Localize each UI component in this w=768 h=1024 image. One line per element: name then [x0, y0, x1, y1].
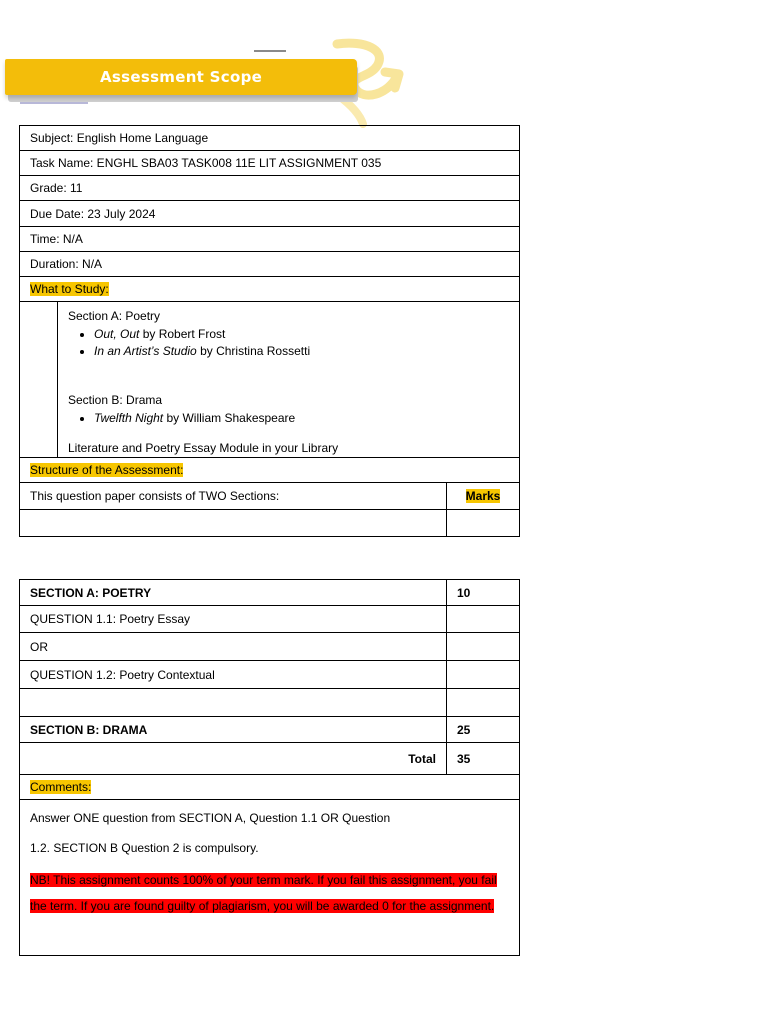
assessment-details-table: [19, 125, 520, 537]
table-row: [20, 176, 520, 201]
empty-cell: [447, 661, 520, 689]
table-row: [20, 277, 520, 302]
section-a-list: [68, 326, 509, 360]
marks-header-cell: [447, 483, 520, 510]
table-row: [20, 661, 520, 689]
total-label: Total: [20, 743, 447, 775]
page-title: Assessment Scope: [100, 68, 263, 86]
empty-cell: [447, 633, 520, 661]
plagiarism-notice: [30, 867, 509, 919]
play-author: by William Shakespeare: [163, 411, 296, 425]
table-row: [20, 302, 520, 458]
comments-body-cell: [20, 800, 520, 956]
decorative-underline: [20, 102, 88, 104]
table-row: [20, 201, 520, 227]
poem-author: by Robert Frost: [139, 327, 226, 341]
task-name-cell: Task Name: ENGHL SBA03 TASK008 11E LIT ASSIGNMENT 035: [20, 151, 520, 176]
table-row: [20, 606, 520, 633]
poem-title: Out, Out: [94, 327, 140, 341]
play-title: Twelfth Night: [94, 411, 164, 425]
table-row: [20, 252, 520, 277]
duration-cell: Duration: N/A: [20, 252, 520, 277]
poem-title: In an Artist’s Studio: [94, 344, 197, 358]
section-b-list: [68, 410, 509, 427]
what-to-study-label: What to Study:: [30, 282, 109, 296]
structure-cell: [20, 458, 520, 483]
empty-cell: [447, 606, 520, 633]
subject-cell: Subject: English Home Language: [20, 126, 520, 151]
table-row: [20, 775, 520, 800]
decorative-line: [254, 50, 286, 52]
table-row: [20, 126, 520, 151]
total-marks: 35: [447, 743, 520, 775]
comments-label: Comments:: [30, 780, 92, 794]
table-row: [20, 151, 520, 176]
marks-label: Marks: [465, 489, 501, 503]
table-row: [20, 717, 520, 743]
table-row: [20, 800, 520, 956]
table-row: [20, 458, 520, 483]
section-b-heading: Section B: Drama: [68, 393, 163, 407]
empty-cell: [447, 510, 520, 537]
or-cell: OR: [20, 633, 447, 661]
table-row: [20, 689, 520, 717]
question-1-1-cell: QUESTION 1.1: Poetry Essay: [20, 606, 447, 633]
study-content-cell: [58, 302, 520, 458]
module-note: Literature and Poetry Essay Module in your Library: [68, 441, 339, 455]
section-b-cell: SECTION B: DRAMA: [20, 717, 447, 743]
question-1-2-cell: QUESTION 1.2: Poetry Contextual: [20, 661, 447, 689]
section-a-marks: 10: [447, 580, 520, 606]
due-date-cell: Due Date: 23 July 2024: [20, 201, 520, 227]
comment-line: 1.2. SECTION B Question 2 is compulsory.: [30, 841, 259, 855]
table-row: [20, 633, 520, 661]
list-item: [94, 343, 509, 360]
list-item: [94, 410, 509, 427]
comments-cell: [20, 775, 520, 800]
table-row: [20, 743, 520, 775]
time-cell: Time: N/A: [20, 227, 520, 252]
what-to-study-cell: [20, 277, 520, 302]
section-a-cell: SECTION A: POETRY: [20, 580, 447, 606]
grade-cell: Grade: 11: [20, 176, 520, 201]
section-a-heading: Section A: Poetry: [68, 309, 161, 323]
table-row: [20, 227, 520, 252]
marks-table: [19, 579, 520, 956]
empty-cell: [20, 689, 447, 717]
notice-text: NB! This assignment counts 100% of your term mark. If you fail this assignment, you fail the term. If you are found guilty of plagiarism, you will be awarded 0 for the assignment.: [30, 873, 497, 913]
indent-cell: [20, 302, 58, 458]
table-row: [20, 510, 520, 537]
structure-label: Structure of the Assessment:: [30, 463, 184, 477]
section-b-marks: 25: [447, 717, 520, 743]
list-item: [94, 326, 509, 343]
table-row: [20, 483, 520, 510]
empty-cell: [447, 689, 520, 717]
comment-line: Answer ONE question from SECTION A, Question 1.1 OR Question: [30, 811, 391, 825]
poem-author: by Christina Rossetti: [196, 344, 311, 358]
empty-cell: [20, 510, 447, 537]
table-row: [20, 580, 520, 606]
paper-description-cell: This question paper consists of TWO Sections:: [20, 483, 447, 510]
